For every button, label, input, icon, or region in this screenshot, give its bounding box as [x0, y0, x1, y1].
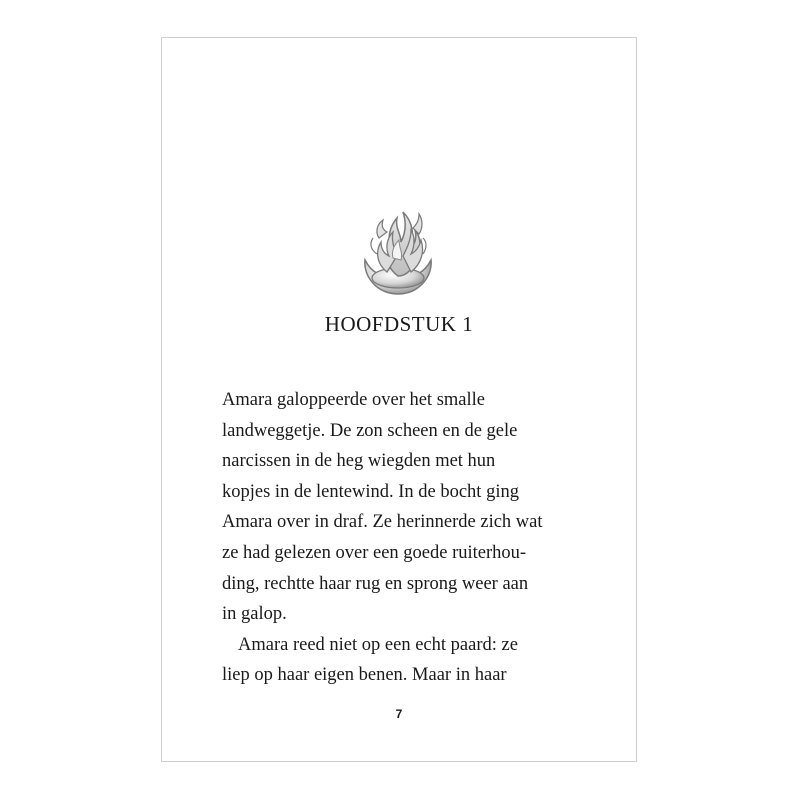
text-line: Amara reed niet op een echt paard: ze [238, 634, 518, 655]
text-line: liep op haar eigen benen. Maar in haar [222, 665, 507, 686]
text-line: Amara over in draf. Ze herinnerde zich wat [222, 512, 543, 533]
text-line: in galop. [222, 604, 287, 625]
text-line: narcissen in de heg wiegden met hun [222, 451, 496, 472]
text-line: ze had gelezen over een goede ruiterhou- [222, 542, 527, 563]
text-line: landweggetje. De zon scheen en de gele [222, 420, 518, 441]
text-line: kopjes in de lentewind. In de bocht ging [222, 481, 519, 502]
page-number: 7 [395, 707, 403, 721]
text-line: ding, rechtte haar rug en sprong weer aan [222, 573, 529, 594]
flame-emblem-icon [357, 198, 439, 298]
chapter-body-text [222, 385, 602, 691]
chapter-title: HOOFDSTUK 1 [324, 312, 474, 336]
text-line: Amara galoppeerde over het smalle [222, 390, 485, 410]
